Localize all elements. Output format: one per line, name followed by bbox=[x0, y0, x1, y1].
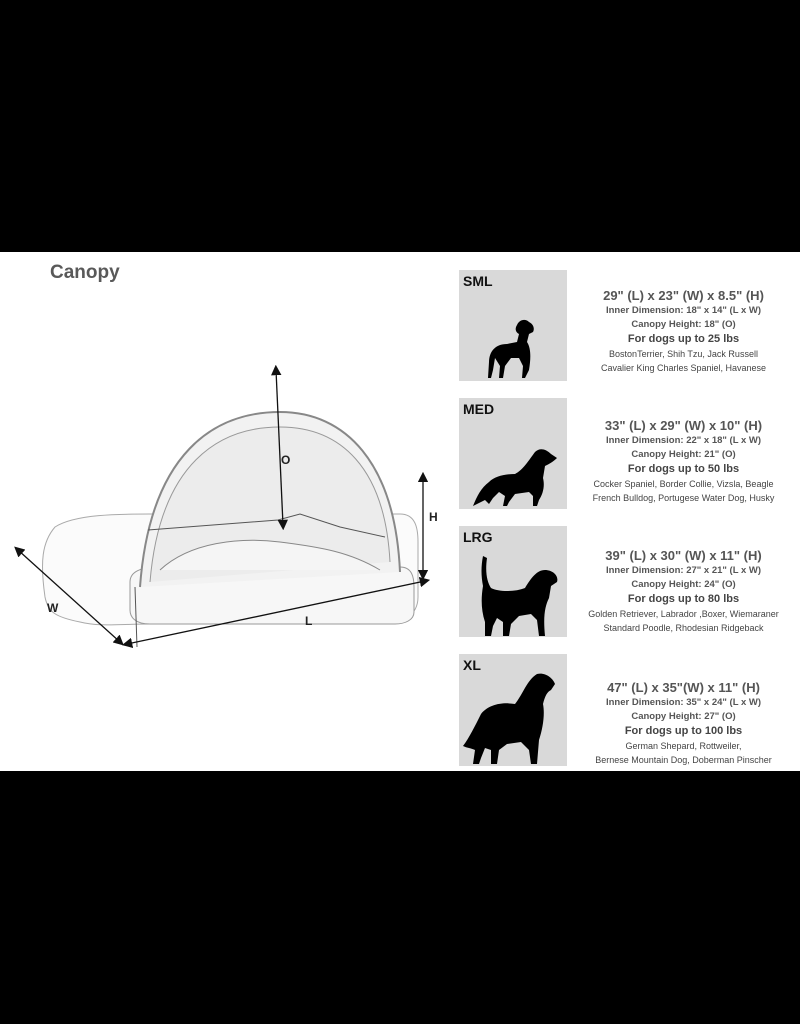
size-code: LRG bbox=[463, 529, 493, 545]
size-panel-med bbox=[459, 398, 567, 509]
weight-limit: For dogs up to 100 lbs bbox=[624, 725, 743, 737]
outer-dimensions: 33" (L) x 29" (W) x 10" (H) bbox=[604, 418, 763, 433]
inner-dimensions: Inner Dimension: 22" x 18" (L x W) bbox=[605, 435, 762, 446]
size-spec-lrg bbox=[567, 548, 800, 635]
length-label: L bbox=[305, 614, 313, 628]
product-title: Canopy bbox=[50, 262, 120, 283]
weight-limit: For dogs up to 50 lbs bbox=[627, 463, 740, 475]
canopy-height: Canopy Height: 27" (O) bbox=[631, 711, 736, 722]
breeds-line-2: Standard Poodle, Rhodesian Ridgeback bbox=[603, 623, 764, 633]
size-code: SML bbox=[463, 273, 493, 289]
canopy-height: Canopy Height: 18" (O) bbox=[631, 319, 736, 330]
weight-limit: For dogs up to 25 lbs bbox=[627, 333, 740, 345]
canopy-height: Canopy Height: 24" (O) bbox=[631, 579, 736, 590]
breeds-line-2: French Bulldog, Portugese Water Dog, Husky bbox=[592, 493, 775, 503]
size-code: MED bbox=[463, 401, 495, 417]
outer-dimensions: 47" (L) x 35"(W) x 11" (H) bbox=[607, 680, 760, 695]
size-panel-xl bbox=[459, 654, 567, 766]
width-label: W bbox=[47, 601, 59, 615]
canopy-bed-illustration bbox=[0, 312, 460, 712]
canopy-height-label: O bbox=[281, 453, 291, 467]
inner-dimensions: Inner Dimension: 27" x 21" (L x W) bbox=[605, 565, 762, 576]
breeds-line-2: Cavalier King Charles Spaniel, Havanese bbox=[600, 363, 767, 373]
height-label: H bbox=[429, 510, 438, 524]
canopy-height: Canopy Height: 21" (O) bbox=[631, 449, 736, 460]
size-spec-sml bbox=[567, 288, 800, 375]
breeds-line-1: BostonTerrier, Shih Tzu, Jack Russell bbox=[609, 349, 758, 359]
size-spec-med bbox=[567, 418, 800, 505]
outer-dimensions: 39" (L) x 30" (W) x 11" (H) bbox=[605, 548, 762, 563]
inner-dimensions: Inner Dimension: 35" x 24" (L x W) bbox=[605, 697, 762, 708]
breeds-line-1: German Shepard, Rottweiler, bbox=[625, 741, 742, 751]
inner-dimensions: Inner Dimension: 18" x 14" (L x W) bbox=[605, 305, 762, 316]
breeds-line-1: Cocker Spaniel, Border Collie, Vizsla, Beagle bbox=[593, 479, 774, 489]
size-spec-xl bbox=[567, 680, 800, 767]
breeds-line-2: Bernese Mountain Dog, Doberman Pinscher bbox=[595, 755, 772, 765]
size-chart-sheet bbox=[0, 252, 800, 771]
size-panel-sml bbox=[459, 270, 567, 381]
outer-dimensions: 29" (L) x 23" (W) x 8.5" (H) bbox=[603, 288, 764, 303]
breeds-line-1: Golden Retriever, Labrador ,Boxer, Wiemaraner bbox=[588, 609, 779, 619]
size-panel-lrg bbox=[459, 526, 567, 637]
weight-limit: For dogs up to 80 lbs bbox=[627, 593, 740, 605]
size-code: XL bbox=[463, 657, 481, 673]
